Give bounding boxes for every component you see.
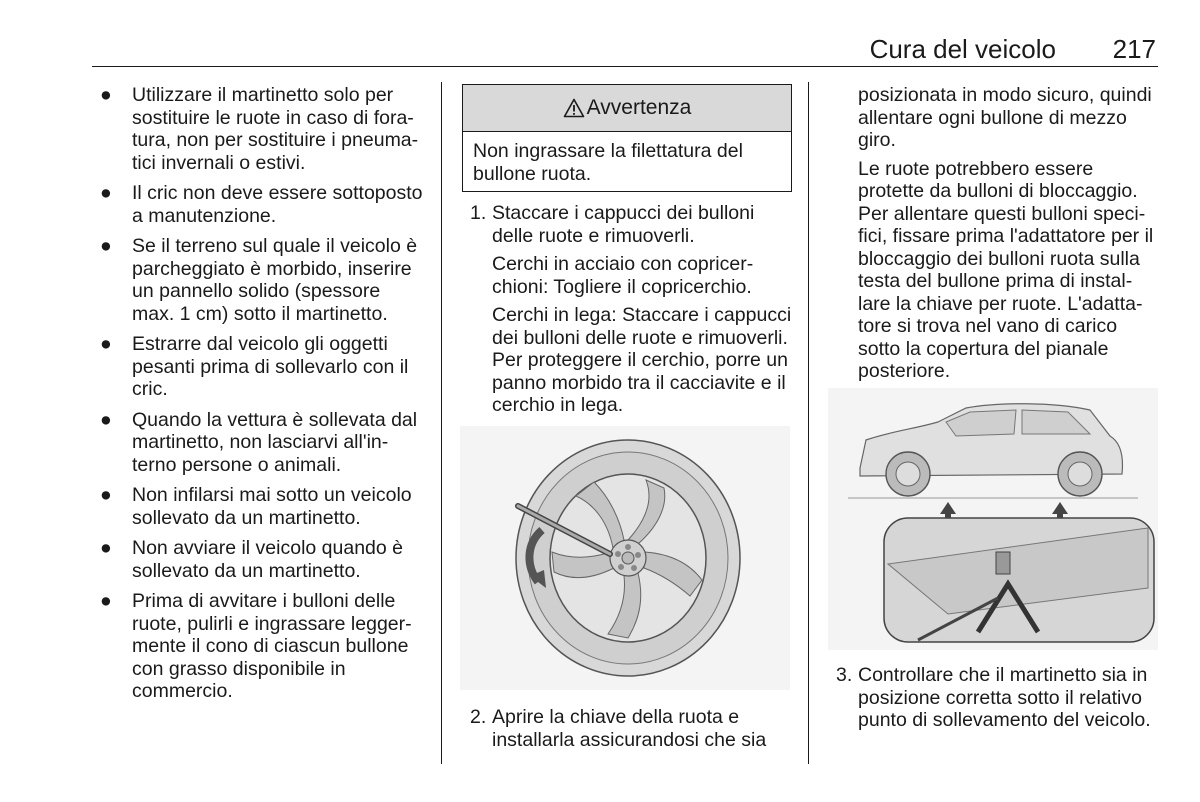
step-number: 2. (470, 706, 487, 728)
column-2 (462, 84, 792, 417)
step-text: Controllare che il martinetto sia in posizione corretta sotto il relativo punto di sollevamento del veicolo. (858, 664, 1151, 731)
step-1 (462, 202, 792, 417)
column-divider (441, 82, 442, 764)
car-jack-illustration (828, 388, 1158, 650)
bullet-icon: ● (100, 537, 112, 559)
step-text: Aprire la chiave della ruota e installarla assicurandosi che sia (492, 706, 767, 751)
step-number: 1. (470, 202, 487, 224)
step-paragraph: Cerchi in lega: Staccare i cappucci dei bulloni delle ruote e rimuoverli. Per proteggere il cerchio, porre un panno morbido tra il cacciavite e il cerchio in lega. (492, 304, 792, 416)
warning-title: Avvertenza (586, 95, 692, 119)
warning-box (462, 84, 792, 192)
step-2-wrapper (462, 706, 792, 751)
bullet-icon: ● (100, 408, 112, 431)
bullet-icon: ● (100, 84, 112, 106)
paragraph: posizionata in modo sicuro, quindi allentare ogni bullone di mezzo giro. (858, 84, 1152, 151)
list-item: ● Estrarre dal veicolo gli oggetti pesanti prima di sollevarlo con il cric. (100, 333, 409, 400)
page-title: Cura del veicolo (869, 34, 1056, 64)
column-divider (808, 82, 809, 764)
wheel-illustration (460, 426, 790, 690)
step-paragraph: Cerchi in acciaio con copricer-chioni: Togliere il copricerchio. (492, 253, 754, 298)
list-item: ● Utilizzare il martinetto solo per sostituire le ruote in caso di fora-tura, non per sostituire i pneuma-tici invernali o estivi. (100, 84, 419, 174)
warning-triangle-icon (563, 98, 585, 118)
bullet-icon: ● (100, 484, 112, 506)
step-3 (828, 664, 1160, 732)
list-item: ● Il cric non deve essere sottoposto a manutenzione. (100, 182, 423, 227)
step-2 (462, 706, 792, 751)
paragraph: Le ruote potrebbero essere protette da bulloni di bloccaggio. Per allentare questi bulloni speci-fici, fissare prima l'adattatore per il bloccaggio dei bulloni ruota sulla testa del bullone prima di instal-lare la chiave per ruote. L'adatta-tore si trova nel vano di carico sotto la copertura del pianale posteriore. (858, 157, 1154, 382)
warning-header (463, 85, 791, 132)
step-text: Staccare i cappucci dei bulloni delle ruote e rimuoverli. (492, 202, 755, 247)
bullet-icon: ● (100, 333, 112, 355)
list-item: ● Non avviare il veicolo quando è sollevato da un martinetto. (100, 537, 404, 582)
warning-text: Non ingrassare la filettatura del bullone ruota. (473, 140, 743, 185)
column-3 (828, 84, 1160, 383)
list-item: ● Se il terreno sul quale il veicolo è parcheggiato è morbido, inserire un pannello solido (spessore max. 1 cm) sotto il martinetto. (100, 235, 418, 325)
column-1 (96, 84, 426, 711)
list-item: ● Prima di avvitare i bulloni delle ruote, pulirli e ingrassare legger-mente il cono di ciascun bullone con grasso disponibile in commercio. (100, 590, 412, 702)
page-number: 217 (1112, 34, 1156, 64)
safety-bullet-list (96, 84, 426, 703)
bullet-icon: ● (100, 590, 112, 612)
bullet-icon: ● (100, 182, 112, 204)
bullet-icon: ● (100, 235, 112, 257)
step-3-wrapper (828, 664, 1160, 732)
page-header (92, 30, 1158, 67)
list-item: ● Quando la vettura è sollevata dal martinetto, non lasciarvi all'in-terno persone o animali. (100, 408, 418, 476)
step-number: 3. (836, 664, 853, 686)
list-item: ● Non infilarsi mai sotto un veicolo sollevato da un martinetto. (100, 484, 412, 529)
